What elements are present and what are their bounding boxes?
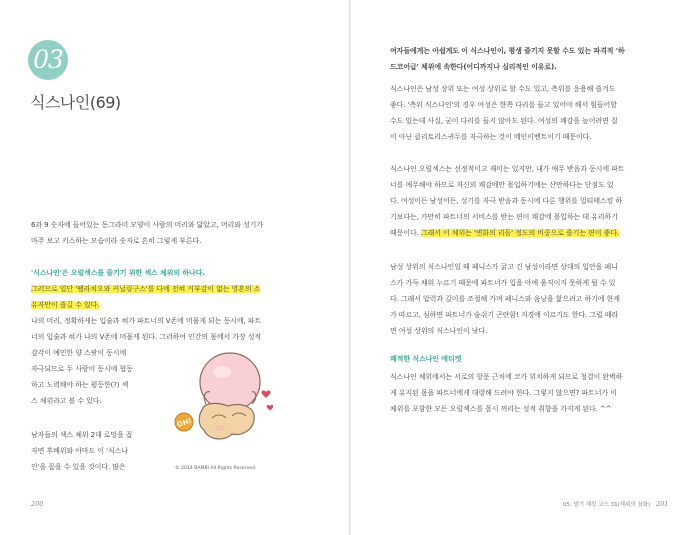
illustration-copyright: © 2014 BAMBI All Rights Reserved. [175, 466, 257, 471]
p5-line-3: 체위를 포함한 모든 오럴섹스를 몹시 꺼리는 성적 취향을 가지게 된다. ^^ [390, 405, 612, 413]
p2-line-1: 식스나인은 남성 상위 또는 여성 상위로 할 수도 있고, 측위를 응용해 즐겨도 [390, 85, 616, 93]
p5-line-1: 식스나인 체위에서는 서로의 항문 근처에 코가 위치하게 되므로 청결이 완벽하 [390, 373, 623, 381]
chapter-title: 식스나인(69) [30, 93, 121, 112]
body2-line-1: 남자들의 섹스 체위 2대 로망을 꼽 [31, 431, 133, 439]
p4-line-4: 가 따르고, 심하면 파트너가 숨쉬기 곤란함! 지경에 이르기도 한다. 그럴 때라 [390, 311, 619, 319]
sixty-nine-illustration [174, 344, 278, 454]
p2-line-3: 수도 있는데 사실, 굳이 다리를 들지 않아도 된다. 여성의 쾌감을 높이려면 질 [390, 117, 618, 125]
body2-line-3: 인'을 꼽을 수 있을 것이다. 많은 [31, 463, 126, 471]
body-line-4: 자극되므로 두 사람이 동시에 협동 [31, 365, 133, 373]
p3-line-3: 다. 여성이든 남성이든, 성기를 자극 받음과 동시에 다른 행위를 멀티태스킹 하 [390, 197, 623, 205]
right-page [351, 0, 700, 535]
p3-line-1: 식스나인 오럴섹스는 선정적이고 재미는 있지만, 내가 애무 받음과 동시에 파트 [390, 165, 625, 173]
p2-line-4: 이 아닌 클리토리스귀두를 자극하는 것이 메인이벤트이기 때문이다. [390, 133, 592, 141]
body-line-1: 나의 머리, 정확하게는 입술과 혀가 파트너의 V존에 머물게 되는 동시에, 파트 [31, 317, 262, 325]
running-footer: 05. 발기 해킹 교스 31(체위의 심화) [563, 502, 651, 508]
intro-line-2: 마주 보고 키스하는 모습이라 숫자로 흔히 그렇게 부른다. [31, 237, 202, 245]
illustration-oh-text: OH! [175, 416, 193, 430]
right-page-number: 201 [656, 500, 669, 508]
body-line-2: 너의 입술과 혀가 나의 V존에 머물게 된다. 그러하여 인간의 몸에서 가장 성적 [31, 333, 262, 341]
p3-line-2: 너를 애무해야 하므로 자신의 쾌감에만 몰입하기에는 산만하다는 단점도 있 [390, 181, 614, 189]
chapter-number-badge: 03 [28, 40, 68, 80]
p2-line-2: 좋다. '측위 식스나인'의 경우 여성은 한쪽 다리를 들고 있어야 해서 힘들어할 [390, 101, 617, 109]
p3-line-5: 때문이다. 그래서 이 체위는 '변화의 리듬' 정도의 비중으로 즐기는 편이 좋다. [390, 229, 620, 237]
intro-line-1: 6과 9 숫자에 들어있는 동그라미 모양이 사람의 머리와 닮았고, 머리와 성기가 [31, 221, 263, 229]
p4-line-1: 남성 상위의 식스나인일 때 페니스가 굵고 긴 남성이라면 상대의 입안을 페니 [390, 263, 618, 271]
highlight-line-1: 그러므로 일단 '펠라치오와 커닐링구스'를 다에 전혀 거부감이 없는 영혼의 소 [31, 285, 261, 293]
p4-line-3: 다. 그래서 압력과 깊이를 조절해 가며 페니스와 음낭을 핥으려고 하기에 한계 [390, 295, 620, 303]
p1-line-2: 드코어급' 체위에 속한다(어디까지나 심리적인 이유로). [390, 63, 557, 71]
left-page-number: 200 [31, 500, 44, 508]
body-line-3: 감각이 예민한 양 스팟이 동시에 [31, 349, 127, 357]
body-line-5: 하고 노력해야 하는 평등한(?) 섹 [31, 381, 129, 389]
left-subhead: '식스나인'은 오럴섹스를 즐기기 위한 섹스 체위의 하나다. [31, 269, 205, 277]
p3-highlight: 그래서 이 체위는 '변화의 리듬' 정도의 비중으로 즐기는 편이 좋다. [420, 229, 620, 237]
left-page [0, 0, 349, 535]
p1-line-1: 여자들에게는 아쉽게도 이 식스나인이, 평생 즐기지 못할 수도 있는 파격적 '하 [390, 47, 625, 55]
body-line-6: 스 체위라고 볼 수 있다. [31, 397, 102, 405]
p5-line-2: 게 유지된 몸을 파트너에게 대령해 드려야 한다. 그렇지 않으면? 파트너가 이 [390, 389, 617, 397]
p4-line-5: 면 여성 상위의 식스나인이 낫다. [390, 327, 488, 335]
p3-line-4: 기보다는, 가만히 파트너의 서비스를 받는 편이 쾌감에 몰입하는 데 유리하기 [390, 213, 618, 221]
body2-line-2: 자면 후배위와 아마도 이 '식스나 [31, 447, 128, 455]
p4-line-2: 스가 가득 채워 누르기 때문에 파트너가 입을 아예 움직이지 못하게 될 수 있 [390, 279, 616, 287]
right-subhead: 쾌적한 식스나인 에티켓 [390, 355, 462, 363]
highlight-line-2: 유자만이 즐길 수 있다. [31, 301, 100, 309]
